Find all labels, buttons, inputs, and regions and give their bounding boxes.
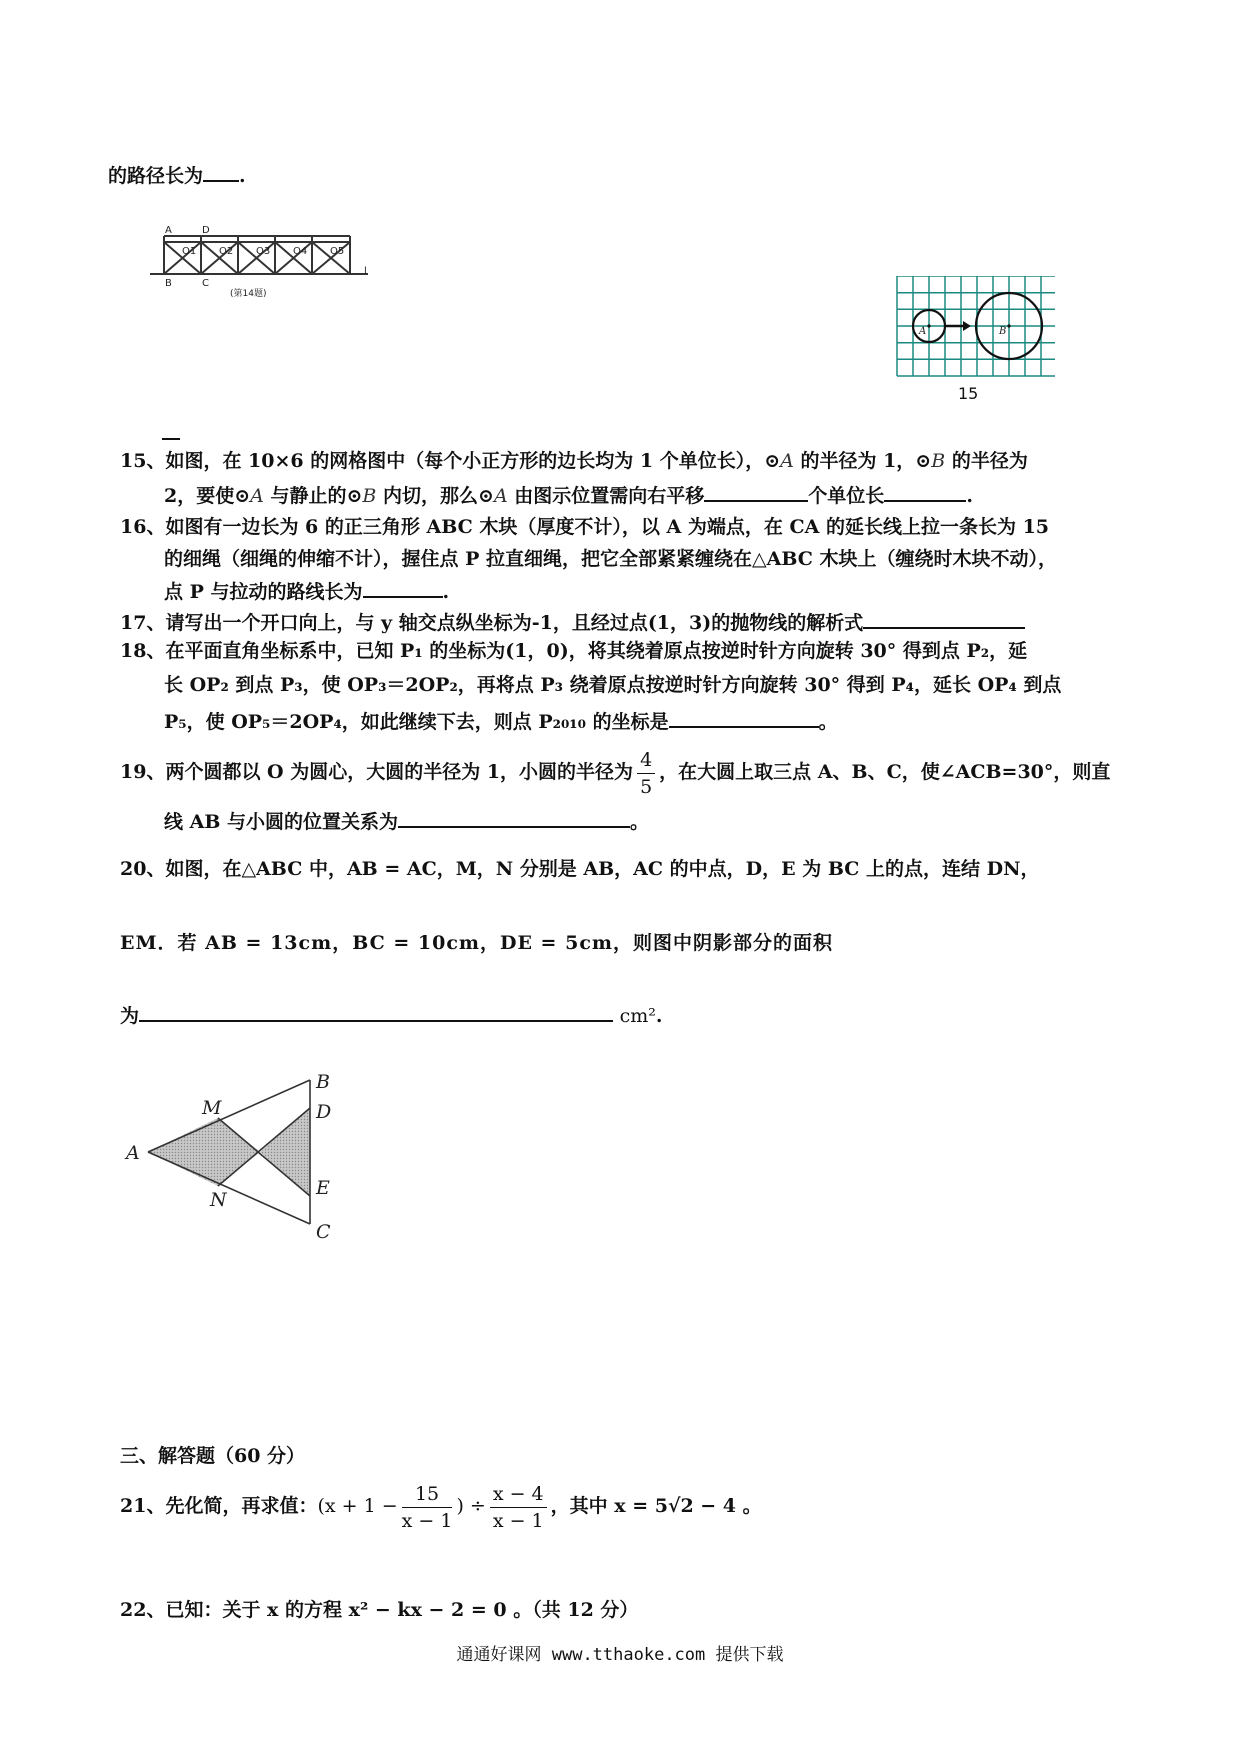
- svg-text:B: B: [999, 326, 1007, 337]
- section-3-heading: 三、解答题（60 分）: [120, 1445, 306, 1467]
- svg-text:C: C: [316, 1221, 331, 1243]
- q16-line1: 16、如图有一边长为 6 的正三角形 ABC 木块（厚度不计），以 A 为端点，在 CA 的延长线上拉一条长为 15: [120, 516, 1050, 538]
- svg-text:O1: O1: [182, 246, 197, 257]
- svg-text:O3: O3: [256, 246, 271, 257]
- q18-line3: P₅，使 OP₅＝2OP₄，如此继续下去，则点 P₂₀₁₀ 的坐标是 。: [164, 706, 838, 735]
- q22: 22、已知：关于 x 的方程 x² − kx − 2 = 0 。（共 12 分）: [120, 1599, 639, 1621]
- svg-text:O4: O4: [293, 246, 308, 257]
- figure-14: [150, 222, 380, 300]
- svg-text:B: B: [316, 1071, 330, 1093]
- q20-line3: 为 cm².: [120, 1000, 663, 1029]
- q14-tail: 的路径长为 .: [108, 160, 246, 189]
- q20-line1: 20、如图，在△ABC 中，AB = AC，M，N 分别是 AB，AC 的中点，D，E 为 BC 上的点，连结 DN，: [120, 858, 1040, 880]
- fig14-label-b: B: [165, 278, 172, 289]
- fig14-caption: (第14题): [230, 289, 267, 299]
- svg-text:A: A: [919, 326, 927, 337]
- q15-line1: 15、如图，在 10×6 的网格图中（每个小正方形的边长均为 1 个单位长），⊙A 的半径为 1，⊙B 的半径为: [120, 450, 1028, 472]
- svg-text:M: M: [202, 1097, 222, 1119]
- q16-line3: 点 P 与拉动的路线长为 .: [164, 576, 449, 605]
- q19-line2: 线 AB 与小圆的位置关系为 。: [164, 806, 649, 835]
- svg-text:E: E: [316, 1177, 330, 1199]
- svg-text:D: D: [316, 1101, 332, 1123]
- figure-20: [120, 1070, 390, 1250]
- q15-line2: 2，要使⊙A 与静止的⊙B 内切，那么⊙A 由图示位置需向右平移 个单位长 .: [164, 480, 973, 509]
- fig14-label-d: D: [202, 225, 210, 236]
- footer: 通通好课网 www.tthaoke.com 提供下载: [456, 1645, 784, 1665]
- q20-line2: EM．若 AB = 13cm，BC = 10cm，DE = 5cm，则图中阴影部分的面积: [120, 932, 833, 954]
- q18-line1: 18、在平面直角坐标系中，已知 P₁ 的坐标为(1，0)，将其绕着原点按逆时针方向旋转 30° 得到点 P₂，延: [120, 640, 1028, 662]
- fig15-caption: 15: [958, 384, 979, 403]
- q16-line2: 的细绳（细绳的伸缩不计），握住点 P 拉直细绳，把它全部紧紧缠绕在△ABC 木块上（缠绕时木块不动），: [164, 548, 1058, 570]
- svg-text:O5: O5: [330, 246, 345, 257]
- fig14-label-a: A: [165, 225, 172, 236]
- figure-15: [895, 276, 1055, 386]
- svg-text:N: N: [210, 1189, 227, 1211]
- q18-line2: 长 OP₂ 到点 P₃，使 OP₃＝2OP₂，再将点 P₃ 绕着原点按逆时针方向旋转 30° 得到 P₄，延长 OP₄ 到点: [164, 674, 1062, 696]
- q19-line1: 19、两个圆都以 O 为圆心，大圆的半径为 1，小圆的半径为 $\frac{4}{5}$ ，在大圆上取三点 A、B、C，使∠ACB=30°，则直: [120, 748, 1111, 798]
- fig14-label-l: l: [364, 266, 367, 277]
- fig14-label-c: C: [202, 278, 209, 289]
- dash-mark: [162, 438, 180, 440]
- svg-text:A: A: [126, 1142, 140, 1164]
- q21: 21、先化简，再求值：(x + 1 − $\frac{15}{x - 1}$ ) ÷ $\frac{x - 4}{x - 1}$ ，其中 x = 5√2 − 4 。: [120, 1482, 762, 1532]
- svg-text:O2: O2: [219, 246, 234, 257]
- q17: 17、请写出一个开口向上，与 y 轴交点纵坐标为-1，且经过点(1，3)的抛物线的解析式: [120, 607, 1025, 636]
